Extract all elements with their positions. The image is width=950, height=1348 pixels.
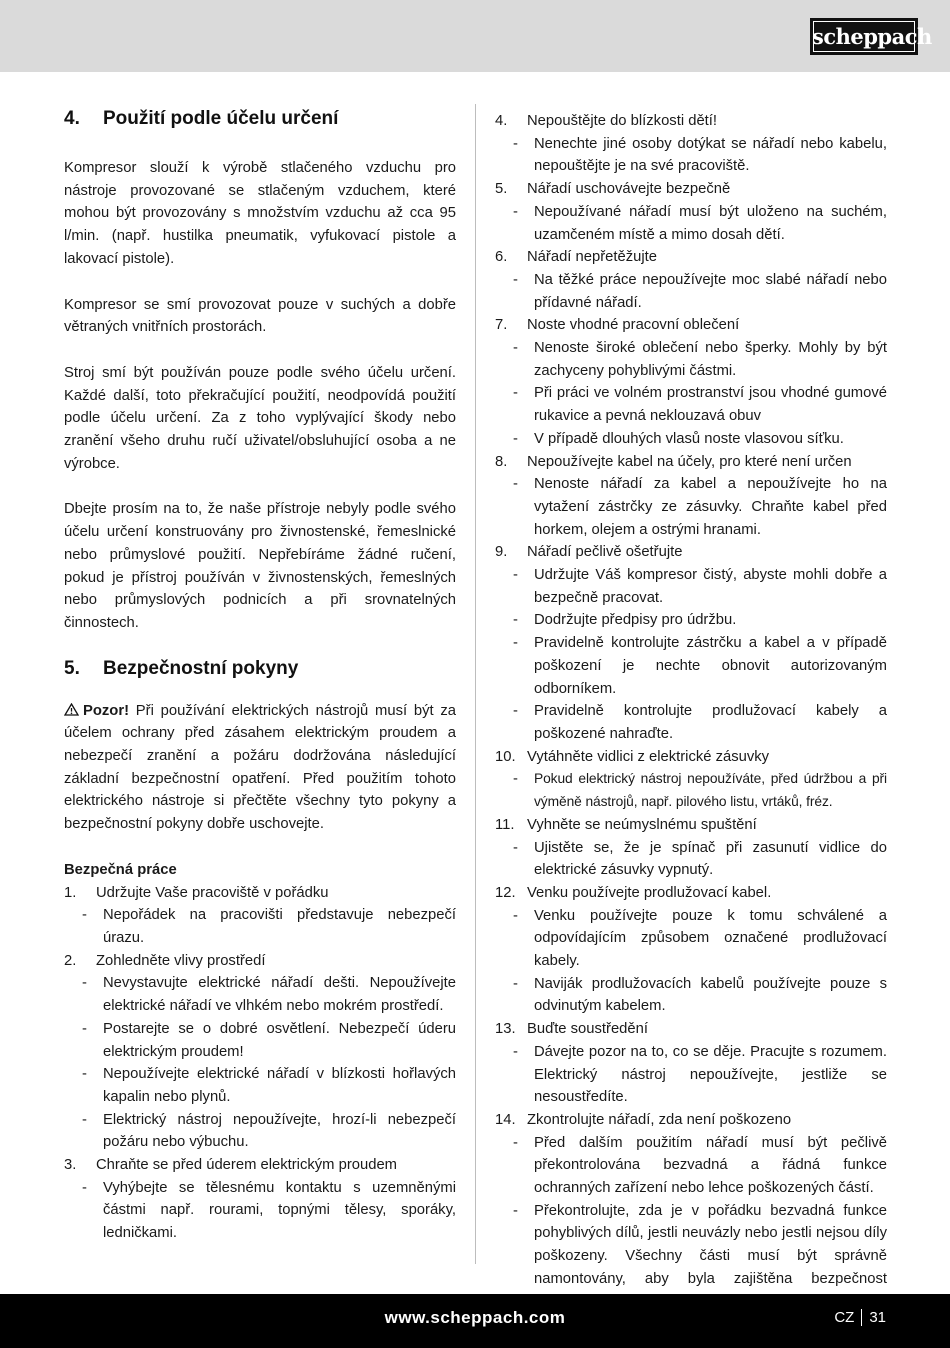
list-item bbox=[495, 1109, 887, 1132]
brand-logo: scheppach bbox=[810, 18, 918, 55]
bullet-item bbox=[495, 609, 887, 632]
bullet-text: Vyhýbejte se tělesnému kontaktu s uzemněnými částmi např. rourami, topnými tělesy, sporáky, ledničkami. bbox=[103, 1179, 456, 1242]
item-title: Zohledněte vlivy prostředí bbox=[96, 952, 266, 969]
list-item bbox=[495, 314, 887, 337]
item-title: Zkontrolujte nářadí, zda není poškozeno bbox=[527, 1111, 792, 1128]
bullet-dash: - bbox=[513, 1134, 518, 1151]
bullet-text: Nevystavujte elektrické nářadí dešti. Nepoužívejte elektrické nářadí ve vlhkém nebo mokrém prostředí. bbox=[103, 975, 456, 1015]
item-number: 5. bbox=[495, 181, 508, 198]
bullet-dash: - bbox=[513, 1043, 518, 1060]
item-title: Vytáhněte vidlici z elektrické zásuvky bbox=[527, 748, 770, 765]
item-title: Chraňte se před úderem elektrickým proudem bbox=[96, 1157, 398, 1174]
item-title: Udržujte Vaše pracoviště v pořádku bbox=[96, 884, 329, 901]
header-band bbox=[0, 0, 950, 72]
bullet-item bbox=[495, 473, 887, 541]
item-number: 1. bbox=[64, 884, 77, 901]
list-item bbox=[495, 110, 887, 133]
bullet-dash: - bbox=[513, 135, 518, 152]
bullet-item bbox=[64, 972, 456, 1017]
section-number: 5. bbox=[64, 657, 80, 679]
section-5-heading bbox=[64, 656, 456, 682]
bullet-dash: - bbox=[513, 975, 518, 992]
list-item bbox=[495, 746, 887, 769]
bullet-text: Při práci ve volném prostranství jsou vhodné gumové rukavice a pevná neklouzavá obuv bbox=[534, 385, 887, 425]
item-number: 6. bbox=[495, 249, 508, 266]
page-number: 31 bbox=[869, 1309, 886, 1326]
bullet-item bbox=[495, 768, 887, 813]
bullet-item bbox=[495, 337, 887, 382]
item-number: 4. bbox=[495, 113, 508, 129]
paragraph: Stroj smí být používán pouze podle svého účelu určení. Každé další, toto překračující použití, neodpovídá použití podle účelu určení. Za z toho vyplývající škody nebo zranění všeho druhu ručí uživatel/obsluhující osoba a ne výrobce. bbox=[64, 364, 456, 472]
list-item bbox=[495, 882, 887, 905]
bullet-text: Před dalším použitím nářadí musí být pečlivě překontrolována bezvadná a řádná funkce ochranných zařízení nebo lehce poškozených částí. bbox=[534, 1134, 887, 1197]
list-item bbox=[495, 451, 887, 474]
footer-bar bbox=[0, 1294, 950, 1348]
item-number: 3. bbox=[64, 1157, 77, 1174]
section-number: 4. bbox=[64, 108, 80, 129]
item-number: 10. bbox=[495, 748, 516, 765]
bullet-dash: - bbox=[513, 907, 518, 924]
section-title: Použití podle účelu určení bbox=[103, 108, 339, 129]
bullet-text: Elektrický nástroj nepoužívejte, hrozí-li nebezpečí požáru nebo výbuchu. bbox=[103, 1111, 456, 1151]
item-number: 2. bbox=[64, 952, 77, 969]
list-item bbox=[64, 950, 456, 973]
bullet-text: Dodržujte předpisy pro údržbu. bbox=[534, 612, 737, 629]
section-4-heading bbox=[64, 106, 456, 132]
bullet-item bbox=[495, 1041, 887, 1109]
bullet-dash: - bbox=[513, 635, 518, 652]
item-title: Nářadí nepřetěžujte bbox=[527, 249, 657, 266]
item-number: 11. bbox=[495, 816, 515, 833]
paragraph: Kompresor se smí provozovat pouze v suchých a dobře větraných vnitřních prostorách. bbox=[64, 296, 456, 336]
bullet-dash: - bbox=[82, 1111, 87, 1128]
bullet-dash: - bbox=[82, 975, 87, 992]
bullet-item bbox=[495, 905, 887, 973]
bullet-text: Nenoste široké oblečení nebo šperky. Mohly by být zachyceny pohyblivými částmi. bbox=[534, 340, 887, 379]
list-item bbox=[495, 1018, 887, 1041]
left-column bbox=[64, 106, 456, 1245]
bullet-dash: - bbox=[513, 839, 518, 856]
item-number: 8. bbox=[495, 453, 508, 470]
bullet-dash: - bbox=[513, 271, 518, 288]
bullet-item bbox=[64, 1177, 456, 1245]
bullet-text: Pravidelně kontrolujte zástrčku a kabel a v případě poškození je nechte obnovit autorizovaným odborníkem. bbox=[534, 635, 887, 697]
bullet-dash: - bbox=[513, 703, 518, 720]
separator bbox=[861, 1309, 862, 1326]
list-item bbox=[495, 246, 887, 269]
bullet-text: Nepoužívané nářadí musí být uloženo na suchém, uzamčeném místě a mimo dosah dětí. bbox=[534, 203, 887, 243]
bullet-text: Nenoste nářadí za kabel a nepoužívejte ho na vytažení zástrčky ze zásuvky. Chraňte kabel před horkem, olejem a ostrými hranami. bbox=[534, 476, 887, 538]
bullet-dash: - bbox=[82, 1020, 87, 1037]
warning-triangle-icon bbox=[64, 703, 79, 716]
bullet-item bbox=[495, 837, 887, 882]
list-item bbox=[495, 814, 887, 837]
bullet-dash: - bbox=[513, 203, 518, 220]
warning-text: Při používání elektrických nástrojů musí být za účelem ochrany před zásahem elektrickým proudem a nebezpečí zranění a požáru dodržována následující základní bezpečnostní opatření. Před použitím tohoto elektrického nástroje si přečtěte všechny tyto pokyny a bezpečnostní pokyny dobře uschovejte. bbox=[64, 702, 456, 833]
bullet-dash: - bbox=[82, 1179, 87, 1196]
bullet-item bbox=[495, 632, 887, 700]
bullet-item bbox=[495, 428, 887, 451]
right-list bbox=[495, 110, 887, 1313]
bullet-dash: - bbox=[513, 612, 518, 629]
bullet-item bbox=[495, 269, 887, 314]
bullet-text: Dávejte pozor na to, co se děje. Pracujte s rozumem. Elektrický nástroj nepoužívejte, jestliže se nesoustředíte. bbox=[534, 1043, 887, 1106]
item-title: Vyhněte se neúmyslnému spuštění bbox=[527, 816, 757, 833]
list-item bbox=[64, 882, 456, 905]
bullet-text: Postarejte se o dobré osvětlení. Nebezpečí úderu elektrickým proudem! bbox=[103, 1020, 456, 1060]
column-divider bbox=[475, 104, 476, 1264]
left-list bbox=[64, 882, 456, 1245]
bullet-item bbox=[495, 1132, 887, 1200]
bullet-text: Na těžké práce nepoužívejte moc slabé nářadí nebo přídavné nářadí. bbox=[534, 271, 887, 311]
item-title: Nářadí pečlivě ošetřujte bbox=[527, 544, 683, 561]
bullet-item bbox=[64, 904, 456, 949]
item-title: Nářadí uschovávejte bezpečně bbox=[527, 181, 731, 198]
bullet-text: Pokud elektrický nástroj nepoužíváte, před údržbou a při výměně nástrojů, např. pilového listu, vrtáků, fréz. bbox=[534, 771, 887, 810]
item-title: Venku používejte prodlužovací kabel. bbox=[527, 884, 772, 901]
bullet-item bbox=[495, 564, 887, 609]
bullet-item bbox=[495, 382, 887, 427]
bullet-dash: - bbox=[513, 340, 518, 357]
list-item bbox=[495, 178, 887, 201]
subheading: Bezpečná práce bbox=[64, 861, 177, 878]
bullet-dash: - bbox=[513, 567, 518, 584]
bullet-text: Nenechte jiné osoby dotýkat se nářadí nebo kabelu, nepouštějte je na své pracoviště. bbox=[534, 135, 887, 175]
bullet-dash: - bbox=[513, 1202, 518, 1219]
bullet-text: Venku používejte pouze k tomu schválené a odpovídajícím způsobem označené prodlužovací kabely. bbox=[534, 907, 887, 970]
bullet-dash: - bbox=[82, 1066, 87, 1083]
paragraph: Dbejte prosím na to, že naše přístroje nebyly podle svého účelu určení konstruovány pro živnostenské, řemeslnické nebo průmyslové použití. Nepřebíráme žádné ručení, pokud je přístroj používán v živnostenských, řemeslných nebo průmyslových podnicích a při srovnatelných činnostech. bbox=[64, 501, 456, 631]
bullet-text: Nepořádek na pracovišti představuje nebezpečí úrazu. bbox=[103, 907, 456, 946]
bullet-item bbox=[495, 700, 887, 745]
bullet-dash: - bbox=[513, 771, 518, 788]
bullet-item bbox=[495, 973, 887, 1018]
item-title: Buďte soustředění bbox=[527, 1021, 648, 1038]
paragraph: Kompresor slouží k výrobě stlačeného vzduchu pro nástroje provozované se stlačeným vzduchem, které mohou být provozovány s množstvím vzduchu až cca 95 l/min. (např. hustilka pneumatik, vyfukovací pistole a lakovací pistole). bbox=[64, 160, 456, 267]
bullet-text: Překontrolujte, zda je v pořádku bezvadná funkce pohyblivých dílů, jestli neuvázly nebo jestli nejsou díly poškozeny. Všechny části musí být správně namontovány, aby byla zajištěna bezpečnost bbox=[534, 1202, 887, 1287]
language-code: CZ bbox=[834, 1309, 855, 1326]
item-number: 7. bbox=[495, 317, 508, 334]
right-column bbox=[495, 110, 887, 1313]
bullet-dash: - bbox=[513, 430, 518, 447]
warning-paragraph bbox=[64, 700, 456, 836]
warning-label: Pozor! bbox=[83, 702, 130, 719]
item-title: Noste vhodné pracovní oblečení bbox=[527, 317, 740, 334]
bullet-item bbox=[64, 1018, 456, 1063]
bullet-item bbox=[495, 133, 887, 178]
bullet-item bbox=[495, 201, 887, 246]
bullet-dash: - bbox=[513, 476, 518, 493]
bullet-dash: - bbox=[513, 385, 518, 402]
bullet-item bbox=[64, 1109, 456, 1154]
bullet-text: Udržujte Váš kompresor čistý, abyste mohli dobře a bezpečně pracovat. bbox=[534, 567, 887, 606]
list-item bbox=[495, 541, 887, 564]
item-number: 14. bbox=[495, 1111, 516, 1128]
item-number: 13. bbox=[495, 1021, 516, 1038]
section-title: Bezpečnostní pokyny bbox=[103, 657, 299, 679]
item-number: 12. bbox=[495, 884, 516, 901]
bullet-text: Pravidelně kontrolujte prodlužovací kabely a poškozené nahraďte. bbox=[534, 703, 887, 742]
bullet-item bbox=[64, 1063, 456, 1108]
bullet-text: Nepoužívejte elektrické nářadí v blízkosti hořlavých kapalin nebo plynů. bbox=[103, 1066, 456, 1105]
item-title: Nepouštějte do blízkosti dětí! bbox=[527, 113, 718, 129]
item-number: 9. bbox=[495, 544, 508, 561]
bullet-text: V případě dlouhých vlasů noste vlasovou síťku. bbox=[534, 430, 844, 447]
bullet-text: Ujistěte se, že je spínač při zasunutí vidlice do elektrické zásuvky vypnutý. bbox=[534, 839, 887, 879]
bullet-text: Naviják prodlužovacích kabelů používejte pouze s odvinutým kabelem. bbox=[534, 975, 887, 1015]
footer-url[interactable]: www.scheppach.com bbox=[384, 1308, 566, 1327]
page-indicator bbox=[834, 1309, 886, 1326]
list-item bbox=[64, 1154, 456, 1177]
bullet-dash: - bbox=[82, 907, 87, 924]
item-title: Nepoužívejte kabel na účely, pro které není určen bbox=[527, 453, 852, 470]
